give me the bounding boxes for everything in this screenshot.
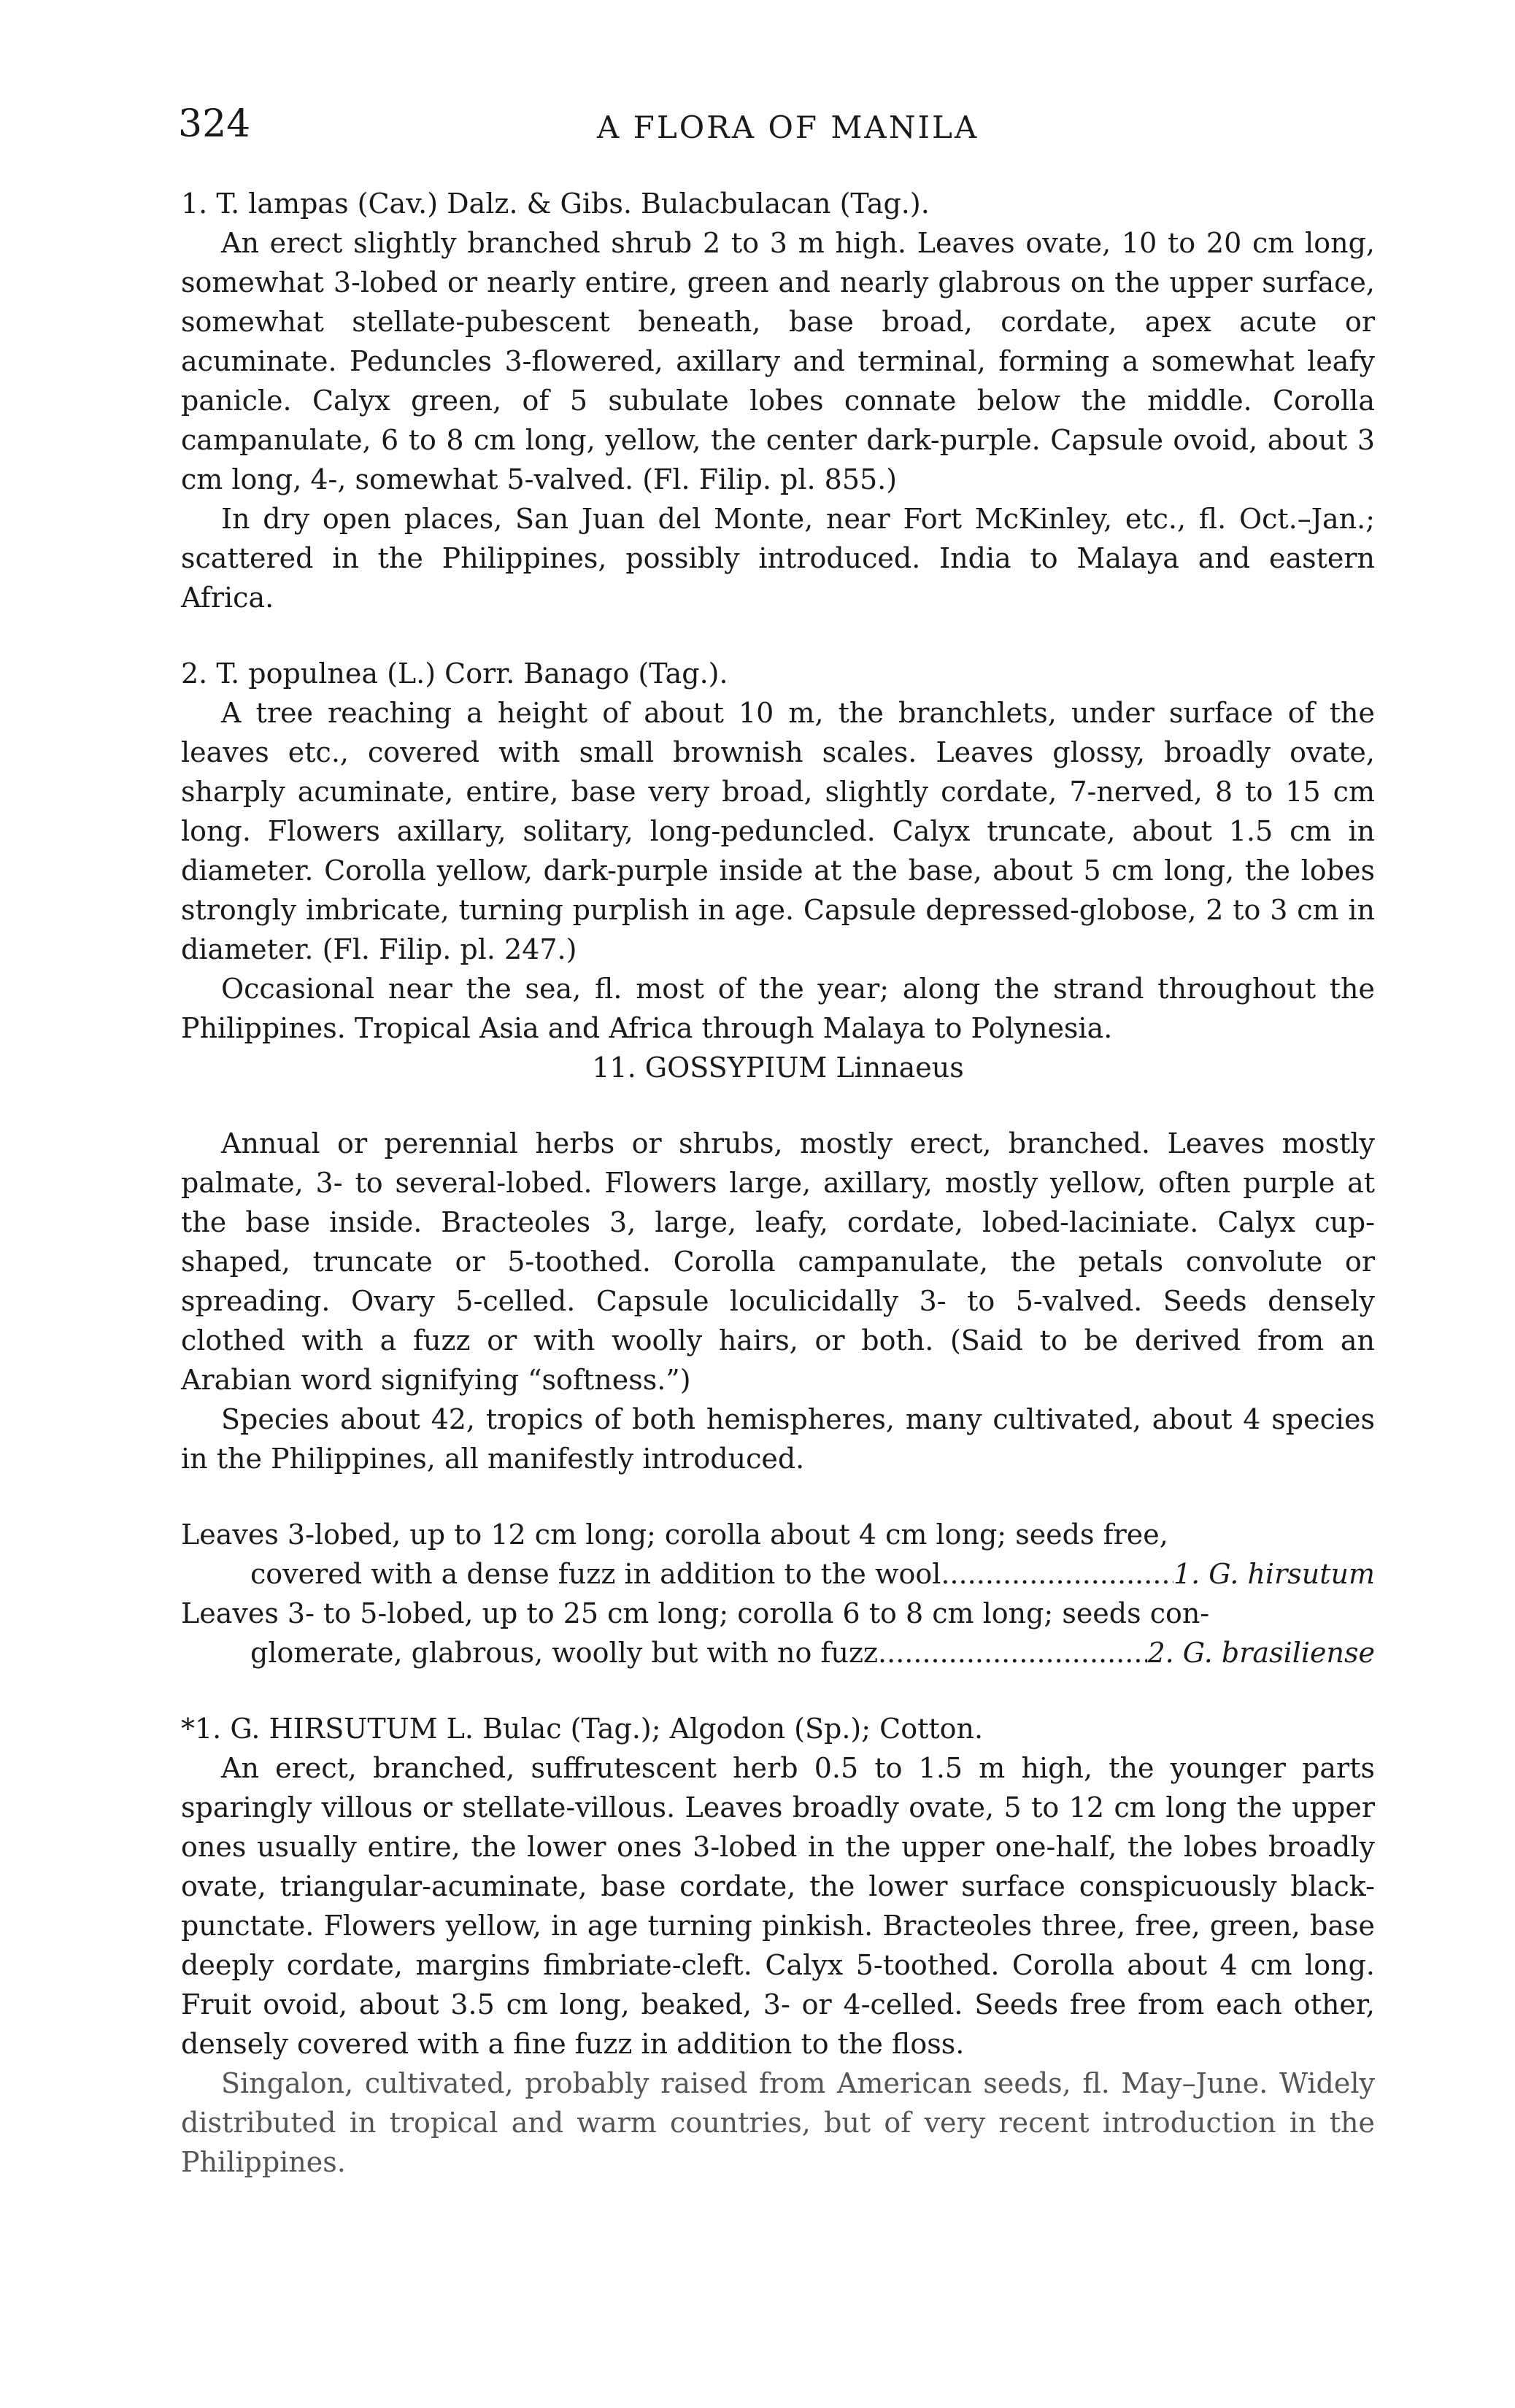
key-2-line-2: glomerate, glabrous, woolly but with no fuzz xyxy=(250,1637,879,1669)
entry-1-distribution: In dry open places, San Juan del Monte, near Fort McKinley, etc., fl. Oct.–Jan.; scattered in the Philippines, possibly introduced. India to Malaya and eastern Africa. xyxy=(181,503,1375,614)
species-description: An erect, branched, suffrutescent herb 0.5 to 1.5 m high, the younger parts sparingly villous or stellate-villous. Leaves broadly ovate, 5 to 12 cm long the upper ones usually entire, the lower ones 3-lobed in the upper one-half, the lobes broadly ovate, triangular-acuminate, base cordate, the lower surface conspicuously black-punctate. Flowers yellow, in age turning pinkish. Bracteoles three, free, green, base deeply cordate, margins fimbriate-cleft. Calyx 5-toothed. Corolla about 4 cm long. Fruit ovoid, about 3.5 cm long, beaked, 3- or 4-celled. Seeds free from each other, densely covered with a fine fuzz in addition to the floss. xyxy=(181,1752,1375,2060)
entry-1-heading: 1. T. lampas (Cav.) Dalz. & Gibs. Bulacbulacan (Tag.). xyxy=(181,188,930,220)
key-2-leader xyxy=(878,1633,1147,1672)
page-header xyxy=(0,0,1515,146)
species-key xyxy=(181,1515,1375,1672)
species-heading: *1. G. HIRSUTUM L. Bulac (Tag.); Algodon (Sp.); Cotton. xyxy=(181,1713,984,1745)
key-1-line-1: Leaves 3-lobed, up to 12 cm long; corolla about 4 cm long; seeds free, xyxy=(181,1518,1168,1551)
key-2-species: 2. G. brasiliense xyxy=(1147,1637,1375,1669)
key-1-tail xyxy=(181,1554,1375,1594)
species-distribution: Singalon, cultivated, probably raised from American seeds, fl. May–June. Widely distributed in tropical and warm countries, but of very recent introduction in the Philippines. xyxy=(181,2067,1375,2178)
entry-2-heading: 2. T. populnea (L.) Corr. Banago (Tag.). xyxy=(181,657,728,690)
key-1-line-2: covered with a dense fuzz in addition to the wool xyxy=(250,1558,941,1590)
page-number: 324 xyxy=(178,102,251,146)
page-body xyxy=(181,184,1375,2182)
running-title: A FLORA OF MANILA xyxy=(597,109,979,145)
key-1-leader xyxy=(941,1554,1173,1594)
entry-1-description: An erect slightly branched shrub 2 to 3 m high. Leaves ovate, 10 to 20 cm long, somewhat 3-lobed or nearly entire, green and nearly glabrous on the upper surface, somewhat stellate-pubescent beneath, base broad, cordate, apex acute or acuminate. Peduncles 3-flowered, axillary and terminal, forming a somewhat leafy panicle. Calyx green, of 5 subulate lobes connate below the middle. Corolla campanulate, 6 to 8 cm long, yellow, the center dark-purple. Capsule ovoid, about 3 cm long, 4-, somewhat 5-valved. (Fl. Filip. pl. 855.) xyxy=(181,227,1375,495)
entry-2-description: A tree reaching a height of about 10 m, the branchlets, under surface of the leaves etc., covered with small brownish scales. Leaves glossy, broadly ovate, sharply acuminate, entire, base very broad, slightly cordate, 7-nerved, 8 to 15 cm long. Flowers axillary, solitary, long-peduncled. Calyx truncate, about 1.5 cm in diameter. Corolla yellow, dark-purple inside at the base, about 5 cm long, the lobes strongly imbricate, turning purplish in age. Capsule depressed-globose, 2 to 3 cm in diameter. (Fl. Filip. pl. 247.) xyxy=(181,697,1375,965)
genus-description: Annual or perennial herbs or shrubs, mostly erect, branched. Leaves mostly palmate, 3- to several-lobed. Flowers large, axillary, mostly yellow, often purple at the base inside. Bracteoles 3, large, leafy, cordate, lobed-laciniate. Calyx cup-shaped, truncate or 5-toothed. Corolla campanulate, the petals convolute or spreading. Ovary 5-celled. Capsule loculicidally 3- to 5-valved. Seeds densely clothed with a fuzz or with woolly hairs, or both. (Said to be derived from an Arabian word signifying “softness.”) xyxy=(181,1127,1375,1396)
key-2-tail xyxy=(181,1633,1375,1672)
key-1-species: 1. G. hirsutum xyxy=(1173,1558,1375,1590)
entry-2-distribution: Occasional near the sea, fl. most of the year; along the strand throughout the Philippines. Tropical Asia and Africa through Malaya to Polynesia. xyxy=(181,973,1375,1044)
genus-species-note: Species about 42, tropics of both hemispheres, many cultivated, about 4 species in the Philippines, all manifestly introduced. xyxy=(181,1403,1375,1475)
key-2-line-1: Leaves 3- to 5-lobed, up to 25 cm long; corolla 6 to 8 cm long; seeds con- xyxy=(181,1597,1210,1629)
genus-heading: 11. GOSSYPIUM Linnaeus xyxy=(592,1051,964,1084)
